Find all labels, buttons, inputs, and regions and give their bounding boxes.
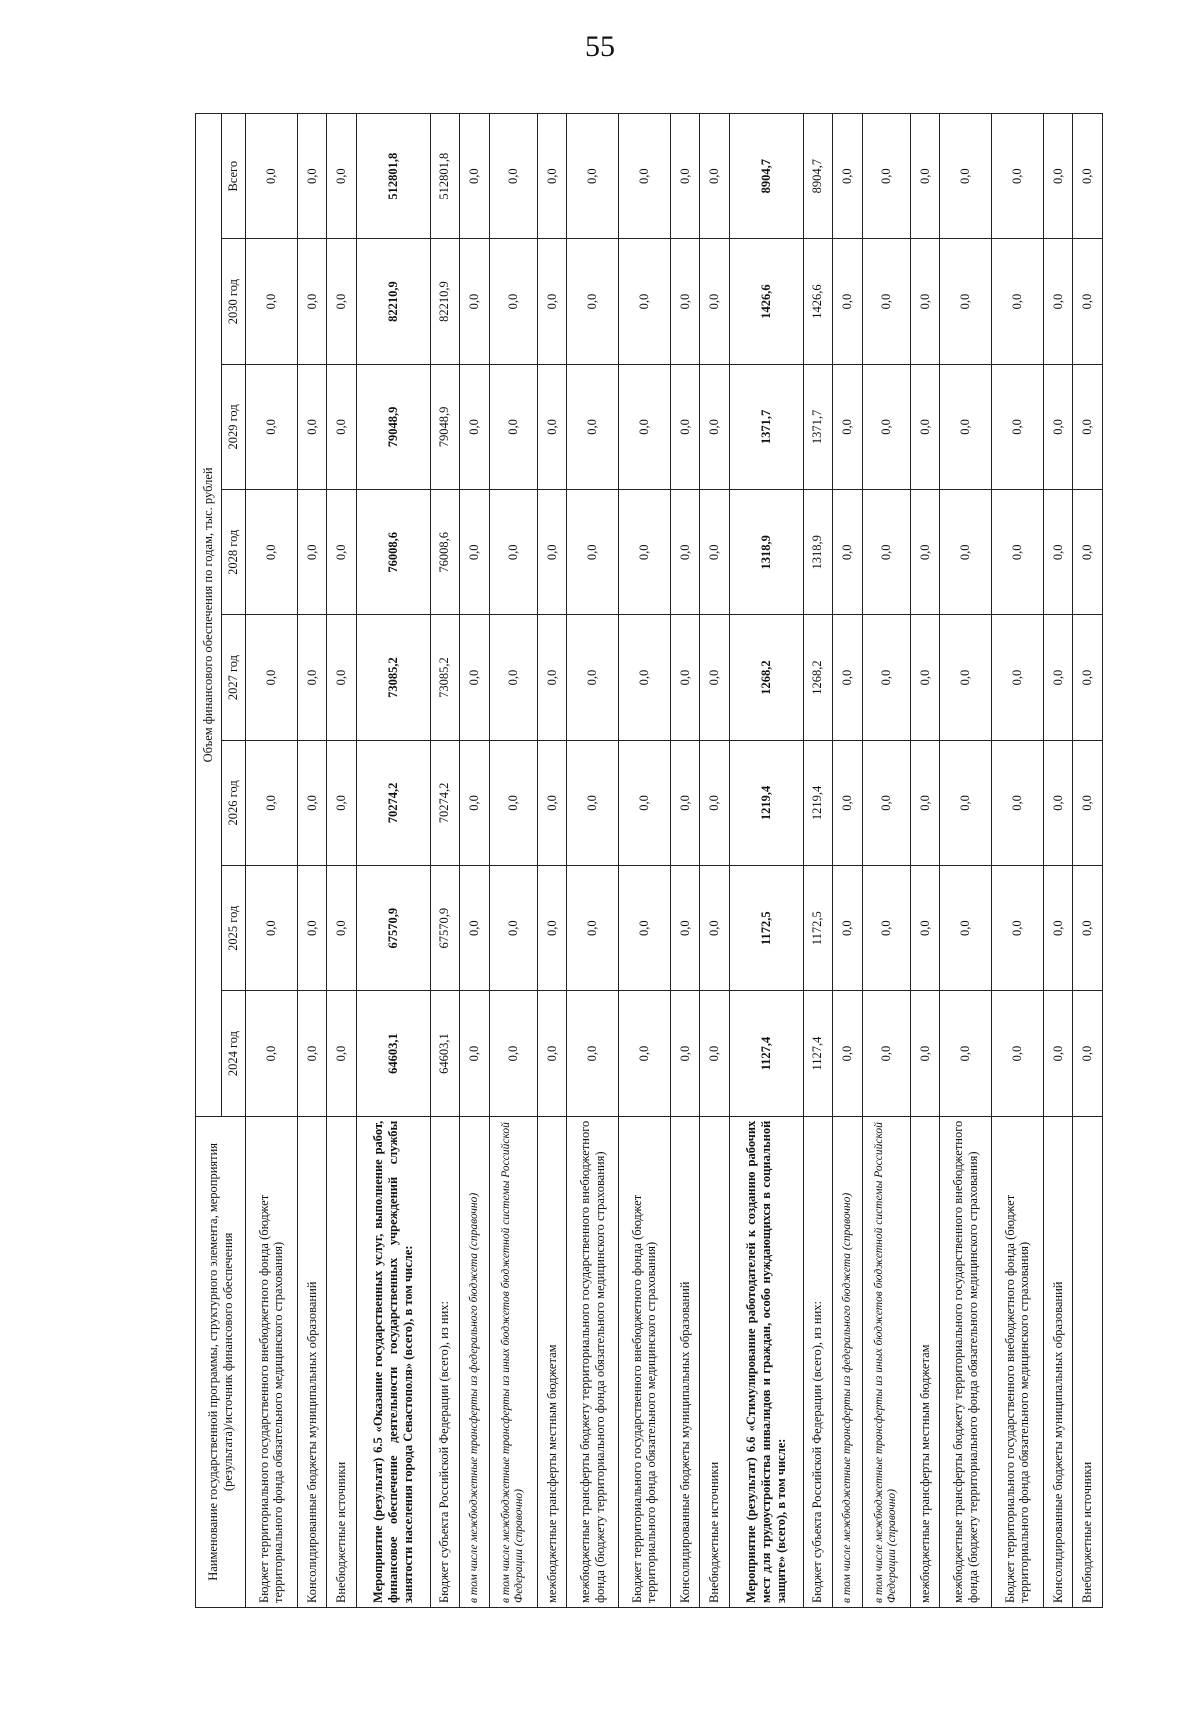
row-year-value: 0,0 [862, 364, 910, 489]
row-year-value: 0,0 [489, 866, 537, 991]
header-name-column: Наименование государственной программы, структурного элемента, мероприятия (результата)/источник финансового обеспечения [196, 1116, 246, 1607]
row-source-name: в том числе межбюджетные трансферты из иных бюджетов бюджетной системы Российской Федерации (справочно) [489, 1116, 537, 1607]
row-year-value: 0,0 [862, 740, 910, 865]
row-year-value: 0,0 [833, 615, 863, 740]
row-year-value: 67570,9 [430, 866, 460, 991]
row-year-value: 0,0 [537, 364, 567, 489]
row-year-value: 0,0 [1043, 364, 1073, 489]
table-row [246, 114, 298, 1608]
header-financing-group: Объем финансового обеспечения по годам, тыс. рублей [196, 114, 222, 1117]
row-year-value: 0,0 [991, 991, 1043, 1116]
row-year-value: 1268,2 [803, 615, 833, 740]
row-year-value: 0,0 [567, 615, 619, 740]
row-total-value: 0,0 [1043, 114, 1073, 239]
table-row [297, 114, 327, 1608]
row-year-value: 0,0 [246, 615, 298, 740]
row-source-name: Консолидированные бюджеты муниципальных образований [297, 1116, 327, 1607]
row-source-name: Консолидированные бюджеты муниципальных образований [1043, 1116, 1073, 1607]
row-year-value: 0,0 [991, 364, 1043, 489]
row-year-value: 0,0 [618, 615, 670, 740]
row-year-value: 0,0 [862, 991, 910, 1116]
row-total-value: 0,0 [567, 114, 619, 239]
row-source-name: Внебюджетные источники [700, 1116, 730, 1607]
row-total-value: 0,0 [327, 114, 357, 239]
row-year-value: 1426,6 [729, 239, 803, 364]
row-total-value: 0,0 [489, 114, 537, 239]
row-year-value: 0,0 [537, 490, 567, 615]
row-source-name: межбюджетные трансферты бюджету территориального государственного внебюджетного фонда (бюджету территориального фонда обязательного медицинского страхования) [567, 1116, 619, 1607]
row-year-value: 0,0 [1073, 866, 1103, 991]
row-year-value: 79048,9 [430, 364, 460, 489]
row-year-value: 0,0 [489, 239, 537, 364]
row-year-value: 1371,7 [729, 364, 803, 489]
row-total-value: 0,0 [246, 114, 298, 239]
table-row [567, 114, 619, 1608]
row-total-value: 0,0 [833, 114, 863, 239]
row-source-name: Консолидированные бюджеты муниципальных образований [670, 1116, 700, 1607]
row-year-value: 0,0 [460, 490, 490, 615]
row-year-value: 0,0 [618, 991, 670, 1116]
row-year-value: 0,0 [700, 239, 730, 364]
row-total-value: 512801,8 [430, 114, 460, 239]
row-total-value: 8904,7 [803, 114, 833, 239]
row-year-value: 0,0 [618, 490, 670, 615]
row-year-value: 1371,7 [803, 364, 833, 489]
row-total-value: 0,0 [1073, 114, 1103, 239]
table-row [940, 114, 992, 1608]
row-year-value: 0,0 [910, 991, 940, 1116]
row-year-value: 0,0 [297, 615, 327, 740]
row-year-value: 1426,6 [803, 239, 833, 364]
row-year-value: 0,0 [833, 364, 863, 489]
table-row [991, 114, 1043, 1608]
table-header [196, 114, 246, 1608]
row-year-value: 0,0 [246, 991, 298, 1116]
financing-table-rotated [195, 113, 1103, 1608]
row-year-value: 0,0 [910, 615, 940, 740]
table-row [460, 114, 490, 1608]
row-year-value: 0,0 [246, 866, 298, 991]
row-year-value: 0,0 [700, 615, 730, 740]
row-year-value: 0,0 [537, 866, 567, 991]
row-year-value: 0,0 [246, 239, 298, 364]
financing-table [195, 113, 1103, 1608]
row-year-value: 79048,9 [356, 364, 430, 489]
row-year-value: 0,0 [297, 239, 327, 364]
row-year-value: 0,0 [460, 991, 490, 1116]
row-year-value: 0,0 [862, 490, 910, 615]
row-year-value: 0,0 [297, 740, 327, 865]
row-year-value: 1172,5 [803, 866, 833, 991]
row-total-value: 0,0 [940, 114, 992, 239]
row-year-value: 0,0 [327, 490, 357, 615]
row-source-name: Внебюджетные источники [1073, 1116, 1103, 1607]
row-year-value: 82210,9 [430, 239, 460, 364]
row-source-name: межбюджетные трансферты местным бюджетам [910, 1116, 940, 1607]
row-total-value: 0,0 [618, 114, 670, 239]
row-year-value: 73085,2 [356, 615, 430, 740]
row-source-name: в том числе межбюджетные трансферты из федерального бюджета (справочно) [460, 1116, 490, 1607]
table-body [246, 114, 1103, 1608]
row-year-value: 64603,1 [356, 991, 430, 1116]
row-year-value: 0,0 [567, 740, 619, 865]
row-year-value: 0,0 [327, 615, 357, 740]
row-year-value: 73085,2 [430, 615, 460, 740]
row-year-value: 76008,6 [356, 490, 430, 615]
row-year-value: 0,0 [940, 866, 992, 991]
row-year-value: 0,0 [700, 866, 730, 991]
row-year-value: 0,0 [910, 490, 940, 615]
row-year-value: 0,0 [991, 866, 1043, 991]
row-source-name: Бюджет территориального государственного внебюджетного фонда (бюджет территориального фонда обязательного медицинского страхования) [618, 1116, 670, 1607]
row-year-value: 0,0 [670, 740, 700, 865]
row-year-value: 0,0 [537, 239, 567, 364]
row-year-value: 0,0 [1043, 740, 1073, 865]
row-year-value: 0,0 [618, 866, 670, 991]
table-row [327, 114, 357, 1608]
row-year-value: 0,0 [670, 615, 700, 740]
row-year-value: 0,0 [700, 991, 730, 1116]
row-year-value: 0,0 [297, 866, 327, 991]
row-year-value: 0,0 [862, 866, 910, 991]
row-year-value: 0,0 [1073, 991, 1103, 1116]
row-year-value: 0,0 [833, 866, 863, 991]
row-year-value: 0,0 [940, 490, 992, 615]
row-year-value: 0,0 [991, 615, 1043, 740]
row-year-value: 0,0 [700, 490, 730, 615]
table-row [700, 114, 730, 1608]
row-year-value: 0,0 [460, 364, 490, 489]
table-row [729, 114, 803, 1608]
row-year-value: 1127,4 [803, 991, 833, 1116]
header-year: 2030 год [222, 239, 246, 364]
row-year-value: 64603,1 [430, 991, 460, 1116]
row-year-value: 0,0 [670, 239, 700, 364]
row-year-value: 0,0 [460, 615, 490, 740]
row-year-value: 1318,9 [803, 490, 833, 615]
row-total-value: 0,0 [862, 114, 910, 239]
table-row [833, 114, 863, 1608]
row-year-value: 0,0 [1073, 364, 1103, 489]
row-source-name: в том числе межбюджетные трансферты из иных бюджетов бюджетной системы Российской Федерации (справочно) [862, 1116, 910, 1607]
row-year-value: 1219,4 [729, 740, 803, 865]
row-year-value: 0,0 [246, 364, 298, 489]
row-source-name: Мероприятие (результат) 6.6 «Стимулирование работодателей к созданию рабочих мест для трудоустройства инвалидов и граждан, особо нуждающихся в социальной защите» (всего), в том числе: [729, 1116, 803, 1607]
row-year-value: 0,0 [940, 740, 992, 865]
row-year-value: 0,0 [1073, 740, 1103, 865]
row-year-value: 0,0 [670, 866, 700, 991]
row-total-value: 0,0 [537, 114, 567, 239]
row-year-value: 1172,5 [729, 866, 803, 991]
row-year-value: 0,0 [537, 615, 567, 740]
table-row [803, 114, 833, 1608]
row-total-value: 512801,8 [356, 114, 430, 239]
row-total-value: 8904,7 [729, 114, 803, 239]
row-total-value: 0,0 [700, 114, 730, 239]
row-year-value: 82210,9 [356, 239, 430, 364]
row-year-value: 0,0 [567, 866, 619, 991]
row-year-value: 1127,4 [729, 991, 803, 1116]
row-year-value: 0,0 [567, 490, 619, 615]
row-year-value: 0,0 [567, 239, 619, 364]
row-source-name: Бюджет территориального государственного внебюджетного фонда (бюджет территориального фонда обязательного медицинского страхования) [246, 1116, 298, 1607]
row-year-value: 0,0 [1043, 490, 1073, 615]
header-year: 2026 год [222, 740, 246, 865]
table-row [862, 114, 910, 1608]
row-year-value: 0,0 [460, 740, 490, 865]
row-total-value: 0,0 [670, 114, 700, 239]
row-year-value: 0,0 [489, 364, 537, 489]
row-year-value: 0,0 [1073, 490, 1103, 615]
row-year-value: 0,0 [1043, 615, 1073, 740]
row-source-name: Внебюджетные источники [327, 1116, 357, 1607]
row-year-value: 70274,2 [430, 740, 460, 865]
row-year-value: 1268,2 [729, 615, 803, 740]
row-year-value: 0,0 [862, 239, 910, 364]
row-year-value: 0,0 [297, 991, 327, 1116]
row-year-value: 1219,4 [803, 740, 833, 865]
table-row [489, 114, 537, 1608]
row-year-value: 0,0 [940, 364, 992, 489]
row-year-value: 0,0 [910, 866, 940, 991]
header-year: 2027 год [222, 615, 246, 740]
header-year: 2024 год [222, 991, 246, 1116]
row-year-value: 0,0 [670, 364, 700, 489]
row-total-value: 0,0 [297, 114, 327, 239]
row-year-value: 0,0 [460, 239, 490, 364]
row-year-value: 0,0 [567, 991, 619, 1116]
row-source-name: межбюджетные трансферты местным бюджетам [537, 1116, 567, 1607]
row-year-value: 0,0 [1043, 991, 1073, 1116]
row-source-name: в том числе межбюджетные трансферты из федерального бюджета (справочно) [833, 1116, 863, 1607]
row-year-value: 0,0 [862, 615, 910, 740]
row-year-value: 0,0 [1073, 239, 1103, 364]
table-row [430, 114, 460, 1608]
row-year-value: 0,0 [460, 866, 490, 991]
row-year-value: 0,0 [327, 740, 357, 865]
row-year-value: 0,0 [327, 364, 357, 489]
row-source-name: Бюджет субъекта Российской Федерации (всего), из них: [803, 1116, 833, 1607]
row-year-value: 0,0 [246, 740, 298, 865]
row-year-value: 0,0 [991, 239, 1043, 364]
row-year-value: 0,0 [618, 740, 670, 865]
header-total: Всего [222, 114, 246, 239]
row-year-value: 0,0 [1043, 866, 1073, 991]
row-year-value: 0,0 [327, 866, 357, 991]
row-year-value: 70274,2 [356, 740, 430, 865]
row-year-value: 0,0 [833, 490, 863, 615]
row-year-value: 0,0 [618, 364, 670, 489]
row-year-value: 0,0 [700, 364, 730, 489]
row-year-value: 0,0 [327, 239, 357, 364]
row-year-value: 67570,9 [356, 866, 430, 991]
row-year-value: 0,0 [489, 490, 537, 615]
row-year-value: 0,0 [297, 364, 327, 489]
row-year-value: 0,0 [991, 490, 1043, 615]
row-source-name: Бюджет территориального государственного внебюджетного фонда (бюджет территориального фонда обязательного медицинского страхования) [991, 1116, 1043, 1607]
table-row [356, 114, 430, 1608]
row-year-value: 0,0 [1043, 239, 1073, 364]
row-year-value: 0,0 [910, 364, 940, 489]
row-year-value: 0,0 [1073, 615, 1103, 740]
row-year-value: 0,0 [991, 740, 1043, 865]
row-year-value: 0,0 [489, 991, 537, 1116]
row-total-value: 0,0 [910, 114, 940, 239]
table-row [537, 114, 567, 1608]
table-row [1043, 114, 1073, 1608]
row-year-value: 0,0 [618, 239, 670, 364]
row-year-value: 1318,9 [729, 490, 803, 615]
table-row [618, 114, 670, 1608]
row-year-value: 0,0 [700, 740, 730, 865]
row-source-name: межбюджетные трансферты бюджету территориального государственного внебюджетного фонда (бюджету территориального фонда обязательного медицинского страхования) [940, 1116, 992, 1607]
header-year: 2028 год [222, 490, 246, 615]
row-year-value: 0,0 [910, 740, 940, 865]
header-year: 2029 год [222, 364, 246, 489]
table-row [670, 114, 700, 1608]
row-year-value: 0,0 [489, 740, 537, 865]
row-total-value: 0,0 [991, 114, 1043, 239]
row-year-value: 0,0 [670, 991, 700, 1116]
row-year-value: 0,0 [833, 991, 863, 1116]
row-year-value: 0,0 [910, 239, 940, 364]
row-year-value: 0,0 [670, 490, 700, 615]
row-year-value: 0,0 [489, 615, 537, 740]
row-year-value: 0,0 [940, 239, 992, 364]
row-year-value: 0,0 [297, 490, 327, 615]
row-year-value: 0,0 [940, 991, 992, 1116]
row-year-value: 0,0 [567, 364, 619, 489]
row-year-value: 0,0 [246, 490, 298, 615]
row-year-value: 0,0 [940, 615, 992, 740]
row-year-value: 0,0 [833, 740, 863, 865]
row-year-value: 0,0 [327, 991, 357, 1116]
table-row [910, 114, 940, 1608]
page-number: 55 [585, 30, 615, 63]
row-source-name: Бюджет субъекта Российской Федерации (всего), из них: [430, 1116, 460, 1607]
row-year-value: 0,0 [833, 239, 863, 364]
row-year-value: 0,0 [537, 991, 567, 1116]
row-total-value: 0,0 [460, 114, 490, 239]
header-year: 2025 год [222, 866, 246, 991]
table-row [1073, 114, 1103, 1608]
row-source-name: Мероприятие (результат) 6.5 «Оказание государственных услуг, выполнение работ, финансовое обеспечение деятельности государственных учреждений службы занятости населения города Севастополя» (всего), в том числе: [356, 1116, 430, 1607]
row-year-value: 76008,6 [430, 490, 460, 615]
row-year-value: 0,0 [537, 740, 567, 865]
